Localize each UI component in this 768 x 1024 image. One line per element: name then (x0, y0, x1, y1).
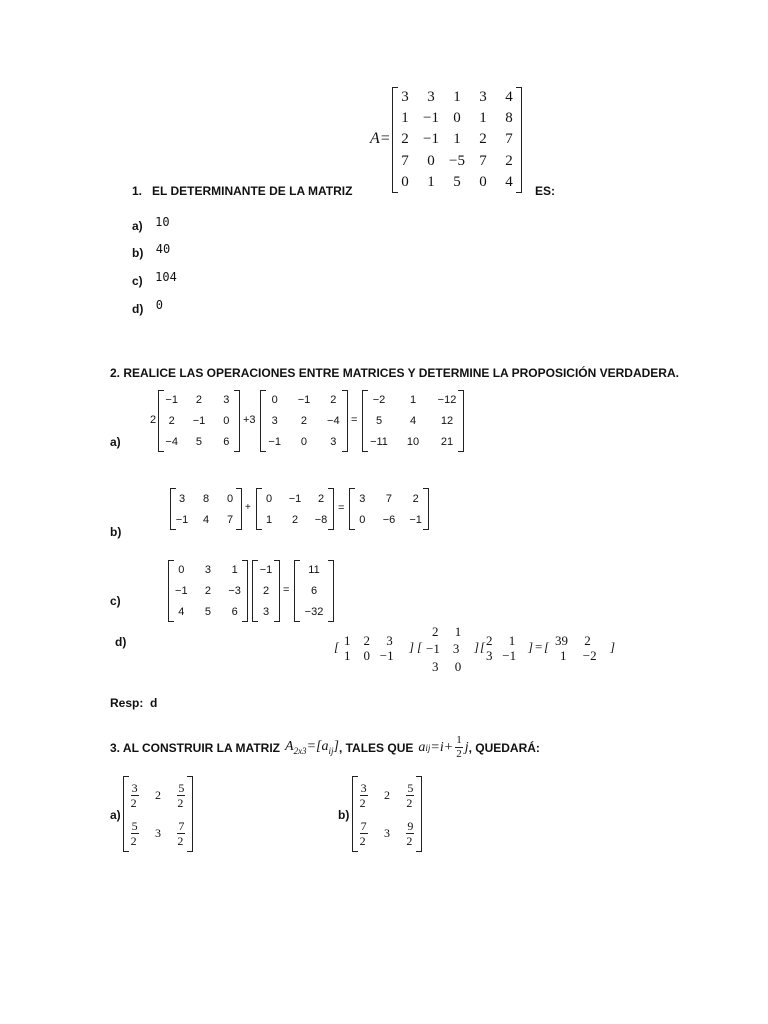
fraction-denominator: 2 (406, 833, 413, 848)
q2d-m1-bot: 1 0 −1 (344, 648, 394, 663)
matrix-cell-fraction (406, 820, 414, 847)
matrix-cell-fraction (177, 820, 185, 847)
matrix-cell: 0 (427, 152, 435, 169)
q2b-matrix-3 (349, 488, 429, 530)
matrix-cell: 7 (479, 152, 487, 169)
q2a-matrix-1 (158, 390, 240, 452)
q2a-eq: = (351, 414, 358, 426)
matrix-cell: 6 (223, 435, 230, 448)
matrix-cell: −1 (423, 110, 439, 127)
matrix-cell: −1 (268, 435, 281, 448)
matrix-cell: 2 (317, 492, 325, 505)
matrix-cell: 0 (453, 110, 461, 127)
q2d-eq: = (535, 639, 543, 654)
matrix-cell: −1 (409, 513, 422, 526)
fraction-numerator: 3 (131, 780, 138, 795)
q2a-matrix-2 (260, 390, 348, 452)
matrix-cell: 1 (265, 513, 273, 526)
matrix-cell: 2 (505, 152, 513, 169)
q3-title (110, 735, 540, 760)
q2a-matrix-3 (362, 390, 464, 452)
q3-matrix-eq-close: ] (333, 739, 339, 755)
matrix-cell-fraction (177, 782, 185, 809)
matrix-cell: 2 (204, 584, 212, 597)
matrix-cell: 7 (505, 131, 513, 148)
q3a-label: a) (110, 808, 121, 822)
q1-matrix (392, 87, 522, 193)
matrix-cell: 1 (453, 131, 461, 148)
fraction-denominator: 2 (177, 833, 184, 848)
matrix-cell: 11 (308, 564, 320, 577)
q2c-matrix-1 (168, 560, 248, 622)
matrix-cell: 1 (409, 394, 417, 407)
bracket-open-icon: [ (334, 639, 340, 654)
q3-matrix-eq-sub: ij (328, 745, 334, 756)
matrix-cell: 4 (178, 605, 185, 618)
option-value: 0 (155, 298, 164, 312)
bracket-close-icon: ] (474, 639, 480, 654)
q2d-m2-top: 2 1 (432, 624, 462, 639)
matrix-cell: 6 (231, 605, 238, 618)
matrix-cell: −1 (192, 414, 206, 427)
matrix-cell: 2 (479, 131, 487, 148)
matrix-cell: 0 (300, 435, 308, 448)
q2d-m3-top: 2 1 (486, 633, 516, 648)
matrix-cell: 7 (401, 152, 409, 169)
matrix-cell: −12 (437, 394, 457, 407)
q3-suffix: , QUEDARÁ: (468, 740, 540, 755)
matrix-cell: 4 (505, 89, 513, 106)
matrix-cell: 0 (359, 513, 366, 526)
matrix-cell: 2 (401, 131, 409, 148)
fraction-denominator: 2 (406, 795, 413, 810)
q2d-m1-top: 1 2 3 (344, 633, 393, 648)
fraction-denominator: 2 (130, 833, 137, 848)
matrix-cell: 0 (265, 492, 273, 505)
matrix-cell: −1 (423, 131, 439, 148)
matrix-cell: 2 (168, 414, 175, 427)
matrix-cell: 21 (440, 435, 454, 448)
q1-title: 1. EL DETERMINANTE DE LA MATRIZ (132, 184, 353, 198)
matrix-cell: 2 (154, 787, 161, 802)
fraction-numerator: 5 (131, 818, 138, 833)
option-label: b) (132, 246, 144, 260)
matrix-cell: 5 (195, 435, 203, 448)
q1-option-a (132, 217, 170, 235)
q3b-label: b) (338, 808, 350, 822)
q2c-matrix-2 (252, 560, 280, 622)
bracket-open-icon: [ (544, 639, 550, 654)
matrix-cell: 0 (271, 394, 278, 407)
matrix-cell: −4 (165, 435, 178, 448)
q2b-eq: = (338, 502, 345, 514)
matrix-cell: 5 (204, 605, 212, 618)
matrix-cell: 1 (479, 110, 487, 127)
q2d-r-bot: 1 −2 (560, 648, 597, 663)
q1-option-b (132, 244, 170, 262)
matrix-cell: 3 (271, 414, 278, 427)
q3-matrix-def (285, 739, 339, 756)
fraction-denominator: 2 (130, 795, 137, 810)
fraction-numerator: 9 (407, 818, 414, 833)
matrix-cell: 0 (479, 173, 487, 190)
fraction-numerator: 5 (178, 780, 185, 795)
q3-formula-a: a (418, 739, 426, 755)
q2c-eq: = (283, 584, 290, 596)
fraction-numerator: 1 (456, 734, 462, 746)
q3-half-fraction (455, 735, 463, 760)
fraction-denominator: 2 (456, 748, 462, 760)
matrix-cell: 10 (406, 435, 420, 448)
matrix-cell: 3 (154, 825, 161, 840)
matrix-cell: −1 (175, 584, 188, 597)
matrix-cell: 2 (300, 414, 308, 427)
matrix-cell: 0 (401, 173, 409, 190)
matrix-cell-fraction (131, 820, 139, 847)
matrix-cell: 1 (231, 564, 238, 577)
matrix-cell: −4 (327, 414, 340, 427)
matrix-cell: −1 (175, 513, 189, 526)
q2-title: 2. REALICE LAS OPERACIONES ENTRE MATRICES Y DETERMINE LA PROPOSICIÓN VERDADERA. (110, 366, 679, 380)
matrix-cell: −32 (304, 605, 324, 618)
fraction-denominator: 2 (359, 795, 366, 810)
bracket-close-icon: ] (528, 639, 534, 654)
option-value: 40 (155, 242, 171, 256)
q2-response: Resp: d (110, 696, 158, 710)
q2c-matrix-3 (294, 560, 334, 622)
matrix-cell: −1 (297, 394, 311, 407)
matrix-cell: 4 (409, 414, 417, 427)
matrix-cell: 3 (427, 89, 435, 106)
fraction-denominator: 2 (177, 795, 184, 810)
matrix-cell: 3 (359, 492, 366, 505)
matrix-cell: −1 (259, 564, 273, 577)
q3-mid: , TALES QUE (338, 740, 414, 755)
option-value: 104 (155, 270, 177, 284)
q2d-m3-bot: 3 −1 (486, 648, 517, 663)
matrix-cell: 3 (204, 564, 212, 577)
matrix-cell-fraction (131, 782, 139, 809)
q1-option-c (132, 272, 177, 290)
matrix-cell: 3 (223, 394, 230, 407)
matrix-cell: 4 (505, 173, 513, 190)
matrix-cell: −1 (288, 492, 302, 505)
q2b-op: + (245, 502, 251, 513)
q2c-label: c) (110, 594, 121, 608)
option-value: 10 (155, 215, 170, 229)
matrix-cell: 4 (202, 513, 210, 526)
q3-formula-sub: ij (425, 742, 431, 753)
q3b-matrix (352, 776, 422, 852)
matrix-cell: 2 (330, 394, 337, 407)
q2d-m2-bot: 3 0 (432, 659, 462, 674)
q2d-r-top: 39 2 (555, 633, 591, 648)
bracket-open-icon: [ (417, 639, 423, 654)
bracket-close-icon: ] (409, 639, 415, 654)
matrix-cell: 0 (223, 414, 230, 427)
matrix-cell: 2 (412, 492, 419, 505)
matrix-cell: 3 (178, 492, 186, 505)
matrix-cell: 3 (383, 825, 390, 840)
q1-matrix-lhs: A= (370, 130, 391, 147)
matrix-cell: 3 (401, 89, 409, 106)
fraction-numerator: 7 (360, 818, 367, 833)
q3-matrix-sub: 2x3 (293, 745, 307, 756)
matrix-cell: 6 (310, 584, 318, 597)
option-label: c) (132, 274, 143, 288)
matrix-cell: 2 (291, 513, 299, 526)
matrix-cell: 12 (440, 414, 454, 427)
q3a-matrix (123, 776, 193, 852)
matrix-cell: −8 (314, 513, 328, 526)
matrix-cell: 3 (330, 435, 337, 448)
matrix-cell: 5 (375, 414, 383, 427)
option-label: a) (132, 219, 143, 233)
q2b-matrix-1 (170, 488, 242, 530)
matrix-cell: 7 (385, 492, 393, 505)
bracket-close-icon: ] (610, 639, 616, 654)
bracket-open-icon: [ (480, 639, 486, 654)
q2d-label: d) (115, 635, 127, 649)
matrix-cell: 1 (453, 89, 461, 106)
matrix-cell: 0 (226, 492, 234, 505)
matrix-cell-fraction (360, 820, 368, 847)
matrix-cell: 1 (401, 110, 409, 127)
matrix-cell-fraction (360, 782, 368, 809)
matrix-cell-fraction (406, 782, 414, 809)
q3-formula (418, 735, 468, 760)
q1-option-d (132, 300, 163, 318)
matrix-cell: −11 (370, 435, 388, 448)
matrix-cell: 2 (383, 787, 390, 802)
fraction-numerator: 3 (360, 780, 367, 795)
matrix-cell: 8 (202, 492, 210, 505)
matrix-cell: 2 (262, 584, 270, 597)
q2b-label: b) (110, 525, 122, 539)
q3-matrix-eq: =[a (306, 739, 329, 755)
q2a-coef: 2 (150, 414, 157, 426)
q2d-expression (334, 625, 624, 675)
matrix-cell: 8 (505, 110, 513, 127)
q3-formula-j: j (464, 739, 469, 755)
q2a-op: +3 (243, 414, 256, 426)
q3-prefix: 3. AL CONSTRUIR LA MATRIZ (110, 740, 280, 755)
q3-matrix-sym: A (285, 739, 294, 755)
matrix-cell: 3 (479, 89, 487, 106)
matrix-cell: −3 (228, 584, 241, 597)
fraction-denominator: 2 (359, 833, 366, 848)
q1-es: ES: (535, 184, 556, 198)
fraction-numerator: 5 (407, 780, 414, 795)
matrix-cell: −6 (382, 513, 396, 526)
q2a-label: a) (110, 435, 121, 449)
matrix-cell: 1 (427, 173, 435, 190)
matrix-cell: −5 (449, 152, 465, 169)
option-label: d) (132, 302, 144, 316)
q2b-matrix-2 (256, 488, 334, 530)
q2d-m2-mid: −1 3 (426, 641, 460, 656)
matrix-cell: 7 (226, 513, 234, 526)
matrix-cell: 0 (178, 564, 185, 577)
matrix-cell: 5 (453, 173, 461, 190)
matrix-cell: 2 (195, 394, 203, 407)
fraction-numerator: 7 (178, 818, 185, 833)
matrix-cell: 3 (262, 605, 270, 618)
matrix-cell: −2 (372, 394, 386, 407)
q3-formula-rest: =i+ (430, 739, 454, 755)
matrix-cell: −1 (165, 394, 178, 407)
